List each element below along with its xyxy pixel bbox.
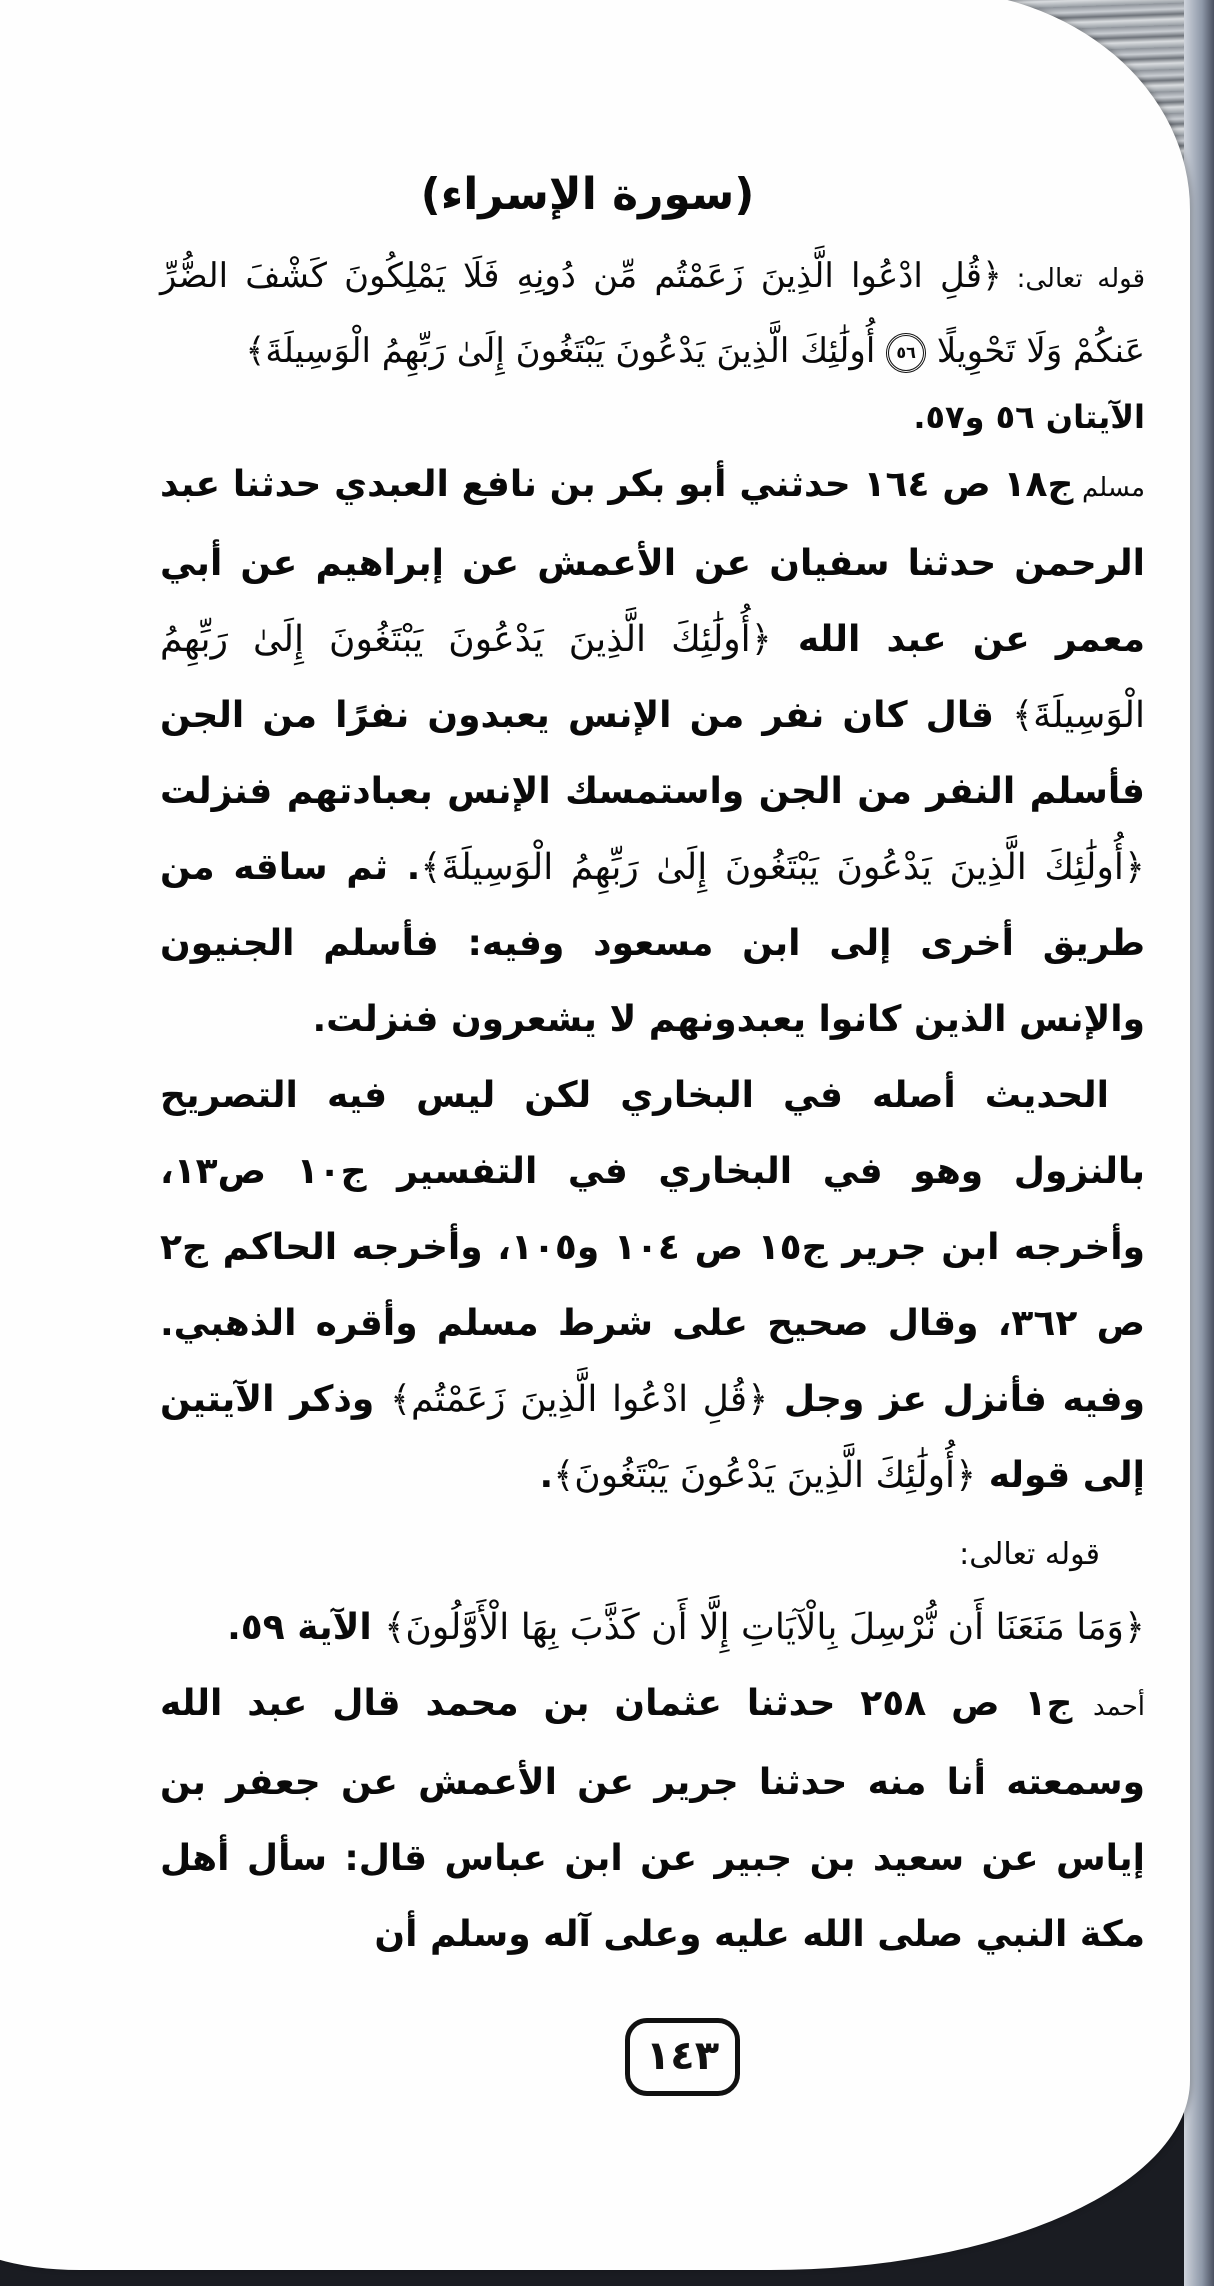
quran-quote: ﴿أُولَٰئِكَ الَّذِينَ يَدْعُونَ يَبْتَغُونَ﴾ [553,1455,977,1496]
source-label-ahmad: أحمد [1072,1692,1145,1722]
page-number: ١٤٣ [625,2018,740,2096]
source-label-muslim: مسلم [1073,473,1146,503]
quran-quote: ﴿أُولَٰئِكَ الَّذِينَ يَدْعُونَ يَبْتَغُونَ إِلَىٰ رَبِّهِمُ الْوَسِيلَةَ﴾ [420,847,1145,888]
verse-intro-lead: قوله تعالى: [1001,264,1146,294]
hadith-text-end: . ثم ساقه من طريق أخرى إلى ابن مسعود وفيه: فأسلم الجنيون والإنس الذين كانوا يعبدونهم لا يشعرون فنزلت. [160,847,1145,1040]
quran-quote: ﴿أُولَٰئِكَ الَّذِينَ يَدْعُونَ يَبْتَغُونَ إِلَىٰ رَبِّهِمُ الْوَسِيلَةَ﴾ [160,619,1145,736]
ahmad-hadith-paragraph [160,1666,1145,1973]
quran-verse-57: أُولَٰئِكَ الَّذِينَ يَدْعُونَ يَبْتَغُونَ إِلَىٰ رَبِّهِمُ الْوَسِيلَةَ﴾ [245,331,887,371]
bukhari-note-paragraph [160,1058,1145,1514]
verse-intro-block [160,240,1145,387]
note-text: الحديث أصله في البخاري لكن ليس فيه التصريح بالنزول وهو في البخاري في التفسير ج١٠ ص١٣، وأخرجه ابن جرير ج١٥ ص ١٠٤ و١٠٥، وأخرجه الحاكم ج٢ ص ٣٦٢، وقال صحيح على شرط مسلم وأقره الذهبي. وفيه فأنزل عز وجل [160,1075,1145,1420]
surah-title: (سورة الإسراء) [420,169,755,220]
hadith-text: ج١ ص ٢٥٨ حدثنا عثمان بن محمد قال عبد الله وسمعته أنا منه حدثنا جرير عن الأعمش عن جعفر بن إياس عن سعيد بن جبير عن ابن عباس قال: سأل أهل مكة النبي صلى الله عليه وعلى آله وسلم أن [160,1683,1145,1955]
verse-59-ref: الآية ٥٩. [227,1607,385,1648]
ayah-number-marker: ٥٦ [886,333,926,373]
quran-verse-59: ﴿وَمَا مَنَعَنَا أَن نُّرْسِلَ بِالْآيَاتِ إِلَّا أَن كَذَّبَ بِهَا الْأَوَّلُونَ﴾ [384,1607,1145,1648]
muslim-hadith-paragraph [160,447,1145,1058]
note-text-continued: وذكر الآيتين إلى قوله [160,1379,1145,1496]
quran-quote: ﴿قُلِ ادْعُوا الَّذِينَ زَعَمْتُم﴾ [389,1379,769,1420]
quran-verse-56: ﴿قُلِ ادْعُوا الَّذِينَ زَعَمْتُم مِّن دُونِهِ فَلَا يَمْلِكُونَ كَشْفَ الضُّرِّ عَنكُمْ وَلَا تَحْوِيلًا [160,256,1145,371]
note-text-end: . [539,1455,554,1496]
hadith-text-continued: قال كان نفر من الإنس يعبدون نفرًا من الجن فأسلم النفر من الجن واستمسك الإنس بعبادتهم فنزلت [160,695,1145,812]
verse-59-label: قوله تعالى: [959,1537,1100,1572]
hadith-text: ج١٨ ص ١٦٤ حدثني أبو بكر بن نافع العبدي حدثنا عبد الرحمن حدثنا سفيان عن الأعمش عن إبراهيم عن أبي معمر عن عبد الله [160,464,1145,660]
page-content [160,160,1145,1973]
verse-reference: الآيتان ٥٦ و٥٧. [913,398,1145,436]
verse-59-paragraph [160,1590,1145,1666]
